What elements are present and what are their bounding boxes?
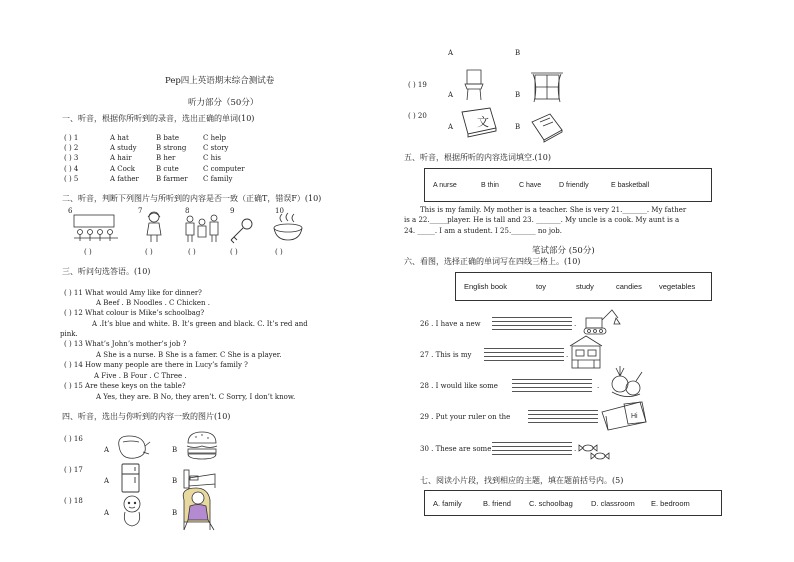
q26-writing-line (492, 325, 572, 326)
baby-picture (118, 494, 146, 530)
q27-text: 27 . This is my (420, 351, 472, 359)
q18-option-b: B (172, 509, 178, 517)
q14-options: A Five . B Four . C Three . (94, 372, 187, 380)
word-english-book: English book (464, 282, 507, 291)
q18-right-option-a: A (448, 49, 454, 57)
answer-bracket-8: ( ) (188, 248, 196, 256)
q27-writing-line (484, 356, 564, 357)
q12-stem: ( ) 12 What colour is Mike’s schoolbag? (64, 309, 205, 317)
q30-writing-line (492, 442, 572, 443)
option-c: C family (203, 175, 233, 183)
key-picture (228, 218, 254, 244)
q26-writing-line (492, 317, 572, 318)
q19-number: ( ) 19 (408, 81, 427, 89)
family-picture (183, 213, 223, 243)
section-3-heading: 三、听问句选答语。(10) (62, 267, 151, 276)
word-toy: toy (536, 282, 547, 291)
option-c: C his (203, 154, 221, 162)
q29-writing-line (528, 418, 598, 419)
word-bank-box (424, 168, 712, 202)
q13-stem: ( ) 13 What’s John’s mother’s job ? (64, 340, 187, 348)
q27-writing-line (484, 352, 564, 353)
q29-writing-line (528, 410, 598, 411)
q27-writing-line (484, 348, 564, 349)
q27-writing-line (484, 360, 564, 361)
q19-option-b: B (515, 91, 521, 99)
section-5-heading: 五、听音，根据所听的内容选词填空.(10) (404, 153, 551, 162)
word-basketball: E basketball (611, 182, 650, 189)
writing-header: 笔试部分 (50分) (532, 246, 595, 256)
section-1-heading: 一、听音，根据你所听到的录音，选出正确的单词(10) (62, 114, 255, 123)
q30-text: 30 . These are some (420, 445, 492, 453)
q12-options-cont: pink. (60, 330, 78, 338)
girl-picture (143, 211, 165, 243)
q29-writing-line (528, 414, 598, 415)
section-2-heading: 二、听音，判断下列图片与所听到的内容是否一致（正确T，错误F）(10) (62, 194, 322, 203)
q19-option-a: A (448, 91, 454, 99)
option-a: A father (110, 175, 139, 183)
option-b: B farmer (156, 175, 188, 183)
pic-number-9: 9 (230, 207, 235, 215)
page-title: Pep四上英语期末综合测试卷 (165, 76, 275, 86)
q13-options: A She is a nurse. B She is a famer. C She is a player. (96, 351, 282, 359)
q30-writing-line (492, 454, 572, 455)
option-b: B bate (156, 134, 179, 142)
word-candies: candies (616, 282, 642, 291)
q26-writing-line (492, 321, 572, 322)
option-a: A hair (110, 154, 132, 162)
q26-writing-line (492, 329, 572, 330)
noodles-bowl-picture (272, 212, 304, 242)
q11-stem: ( ) 11 What would Amy like for dinner? (64, 289, 202, 297)
passage-line-3: 24. _____. I am a student. I 25._______ no job. (404, 227, 562, 235)
passage-line-1: This is my family. My mother is a teacher. She is very 21._______. My father (420, 206, 687, 214)
word-have: C have (519, 182, 542, 189)
candies-picture (578, 438, 612, 462)
q27-period: . (566, 351, 569, 359)
option-a: A Cock (110, 165, 136, 173)
q18-option-a: A (104, 509, 110, 517)
answer-bracket-9: ( ) (230, 248, 238, 256)
window-picture (530, 70, 564, 104)
pic-number-8: 8 (185, 207, 190, 215)
q26-text: 26 . I have a new (420, 320, 481, 328)
toy-excavator-picture (582, 306, 622, 336)
q16-number: ( ) 16 (64, 435, 83, 443)
q15-stem: ( ) 15 Are these keys on the table? (64, 382, 186, 390)
q-number: ( ) 1 (64, 134, 79, 142)
q16-option-b: B (172, 446, 178, 454)
option-a: A hat (110, 134, 129, 142)
word-thin: B thin (481, 182, 499, 189)
q-number: ( ) 4 (64, 165, 79, 173)
notebook-picture (530, 112, 564, 144)
q17-option-a: A (104, 477, 110, 485)
q17-number: ( ) 17 (64, 466, 83, 474)
q14-stem: ( ) 14 How many people are there in Lucy’s family ? (64, 361, 248, 369)
option-c: C computer (203, 165, 245, 173)
q18-number: ( ) 18 (64, 497, 83, 505)
q28-writing-line (512, 391, 592, 392)
option-c: C story (203, 144, 229, 152)
answer-bracket-6: ( ) (84, 248, 92, 256)
q20-option-a: A (448, 123, 454, 131)
q-number: ( ) 3 (64, 154, 79, 162)
option-b: B strong (156, 144, 187, 152)
listening-header: 听力部分（50分） (188, 98, 259, 108)
q16-option-a: A (104, 446, 110, 454)
word-friendly: D friendly (559, 182, 589, 189)
word-choice-box (455, 272, 712, 301)
q28-period: . (597, 382, 600, 390)
q30-writing-line (492, 446, 572, 447)
q29-text: 29 . Put your ruler on the (420, 413, 511, 421)
q-number: ( ) 5 (64, 175, 79, 183)
q-number: ( ) 2 (64, 144, 79, 152)
word-nurse: A nurse (433, 182, 457, 189)
fridge-picture (120, 463, 142, 493)
topic-family: A. family (433, 499, 462, 508)
q15-options: A Yes, they are. B No, they aren’t. C Sorry, I don’t know. (96, 393, 296, 401)
classroom-picture (72, 212, 122, 244)
section-6-heading: 六、看图，选择正确的单词写在四线三格上。(10) (404, 257, 581, 266)
option-b: B her (156, 154, 176, 162)
passage-line-2: is a 22._____player. He is tall and 23. _______. My uncle is a cook. My aunt is a (404, 216, 680, 224)
hamburger-picture (185, 430, 219, 460)
word-vegetables: vegetables (659, 282, 696, 291)
book-label: Hi (631, 413, 638, 420)
vegetables-picture (606, 362, 648, 402)
word-study: study (576, 282, 594, 291)
section-4-heading: 四、听音，选出与你听到的内容一致的图片(10) (62, 412, 231, 421)
topic-bedroom: E. bedroom (651, 499, 690, 508)
topic-classroom: D. classroom (591, 499, 635, 508)
q12-options: A .It’s blue and white. B. It’s green and black. C. It’s red and (92, 320, 308, 328)
section-7-heading: 七、阅读小片段，找到相应的主题，填在题前括号内。(5) (420, 476, 624, 485)
chinese-book-picture (460, 106, 498, 138)
grandpa-on-chair-picture (178, 486, 224, 532)
answer-bracket-7: ( ) (145, 248, 153, 256)
q30-writing-line (492, 450, 572, 451)
q17-option-b: B (172, 477, 178, 485)
q29-writing-line (528, 422, 598, 423)
q18-right-option-b: B (515, 49, 521, 57)
chair-picture (462, 68, 486, 102)
q28-writing-line (512, 387, 592, 388)
q26-period: . (574, 320, 577, 328)
q20-option-b: B (515, 123, 521, 131)
pic-number-7: 7 (138, 207, 143, 215)
q30-period: . (574, 445, 577, 453)
english-book-picture (600, 398, 650, 432)
q20-number: ( ) 20 (408, 112, 427, 120)
study-room-picture (566, 334, 606, 372)
q28-writing-line (512, 379, 592, 380)
option-a: A study (110, 144, 137, 152)
answer-bracket-10: ( ) (275, 248, 283, 256)
q28-text: 28 . I would like some (420, 382, 498, 390)
topic-options-box (424, 490, 722, 516)
q28-writing-line (512, 383, 592, 384)
topic-friend: B. friend (483, 499, 511, 508)
pic-number-10: 10 (275, 207, 284, 215)
option-c: C help (203, 134, 226, 142)
book-character: 文 (477, 115, 490, 129)
topic-schoolbag: C. schoolbag (529, 499, 573, 508)
pic-number-6: 6 (68, 207, 73, 215)
option-b: B cute (156, 165, 179, 173)
chicken-picture (113, 432, 151, 462)
q11-options: A Beef . B Noodles . C Chicken . (96, 299, 210, 307)
